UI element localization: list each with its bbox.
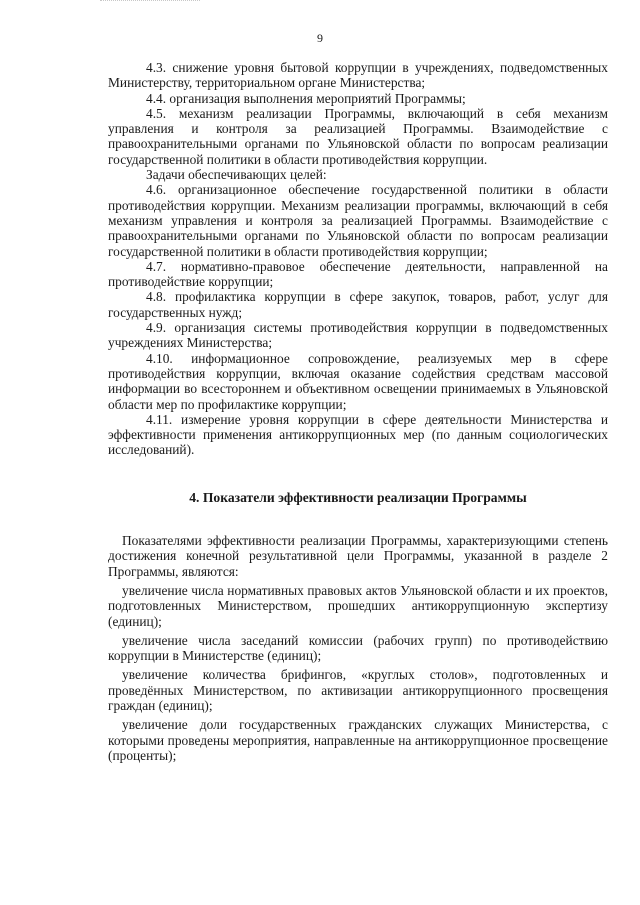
- item-4-6: 4.6. организационное обеспечение государственной политики в области противодействия коррупции. Механизм реализации программы, включающий в себя механизм управления и контроля за реализацией Программы. Взаимодействие с правоохранительными органами по Ульяновской области по вопросам реализации государственной политики в области противодействия коррупции;: [108, 182, 608, 259]
- item-4-7: 4.7. нормативно-правовое обеспечение деятельности, направленной на противодействие коррупции;: [108, 258, 608, 290]
- item-4-8: 4.8. профилактика коррупции в сфере закупок, товаров, работ, услуг для государственных нужд;: [108, 289, 608, 320]
- item-4-4: 4.4. организация выполнения мероприятий Программы;: [146, 90, 466, 106]
- indicator-2: увеличение числа заседаний комиссии (рабочих групп) по противодействию коррупции в Министерстве (единиц);: [108, 632, 608, 664]
- indicator-3: увеличение количества брифингов, «круглых столов», подготовленных и проведённых Министерством, по активизации антикоррупционного просвещения граждан (единиц);: [108, 667, 608, 713]
- scan-artifact: [100, 0, 200, 3]
- page-content: [108, 60, 608, 763]
- item-4-5: 4.5. механизм реализации Программы, включающий в себя механизм управления и контроля за реализацией Программы. Взаимодействие с правоохранительными органами по Ульяновской области по вопросам реализации государственной политики в области противодействия коррупции.: [108, 105, 608, 167]
- item-4-9: 4.9. организация системы противодействия коррупции в подведомственных учреждениях Министерства;: [108, 320, 608, 351]
- item-4-3: 4.3. снижение уровня бытовой коррупции в учреждениях, подведомственных Министерству, территориальном органе Министерства;: [108, 60, 608, 91]
- indicator-1: увеличение числа нормативных правовых актов Ульяновской области и их проектов, подготовленных Министерством, прошедших антикоррупционную экспертизу (единиц);: [108, 582, 608, 629]
- item-4-10: 4.10. информационное сопровождение, реализуемых мер в сфере противодействия коррупции, включая оказание содействия средствам массовой информации во всестороннем и объективном освещении принимаемых в Ульяновской области мер по профилактике коррупции;: [108, 350, 608, 412]
- tasks-heading: Задачи обеспечивающих целей:: [146, 167, 327, 183]
- page-number: 9: [317, 31, 323, 45]
- item-4-11: 4.11. измерение уровня коррупции в сфере деятельности Министерства и эффективности применения антикоррупционных мер (по данным социологических исследований).: [108, 411, 608, 458]
- indicator-4: увеличение доли государственных гражданских служащих Министерства, с которыми проведены мероприятия, направленные на антикоррупционное просвещение (проценты);: [108, 717, 608, 763]
- section-intro: Показателями эффективности реализации Программы, характеризующими степень достижения конечной результативной цели Программы, указанной в разделе 2 Программы, являются:: [108, 533, 608, 579]
- section-title: 4. Показатели эффективности реализации Программы: [189, 489, 527, 505]
